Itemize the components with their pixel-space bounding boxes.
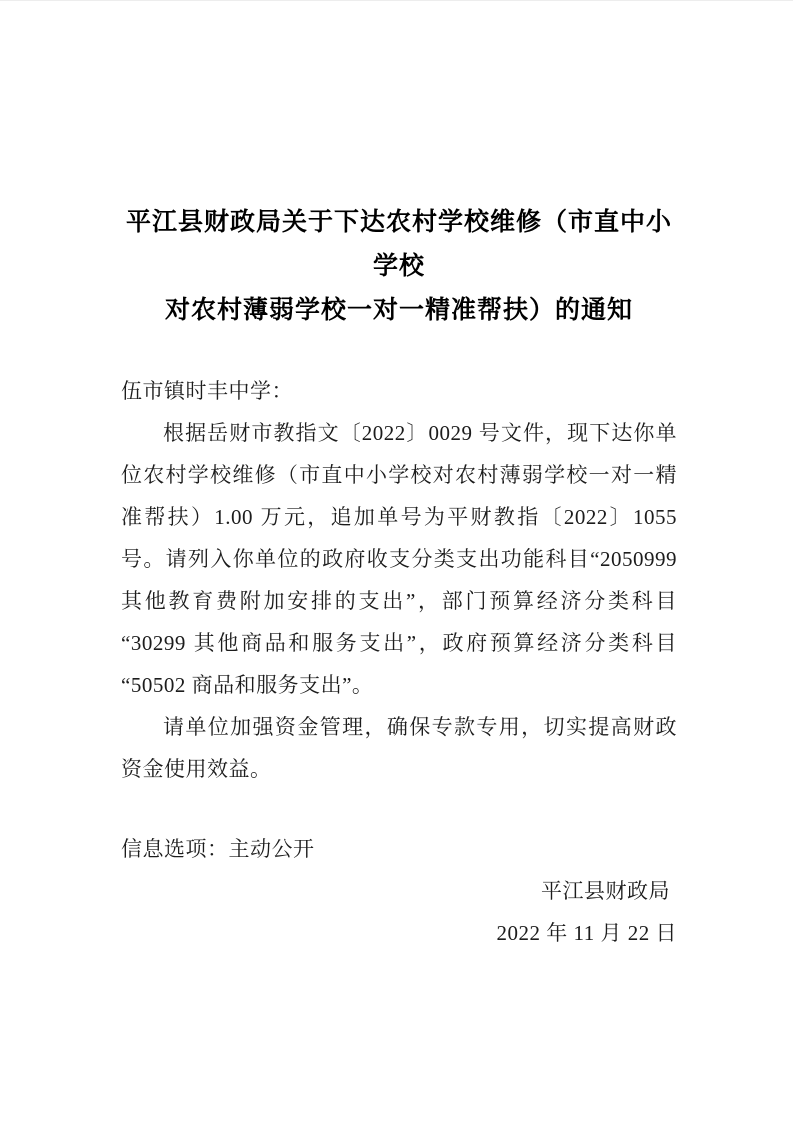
issue-date: 2022 年 11 月 22 日 <box>496 921 677 945</box>
issuer-name: 平江县财政局 <box>541 879 670 903</box>
info-disclosure-line: 信息选项：主动公开 <box>121 837 315 861</box>
body-paragraph-requirements: 请单位加强资金管理，确保专款专用，切实提高财政资金使用效益。 <box>121 715 677 781</box>
recipient-salutation: 伍市镇时丰中学： <box>121 379 293 403</box>
document-title-line-2: 对农村薄弱学校一对一精准帮扶）的通知 <box>164 296 633 324</box>
document-title <box>121 200 677 332</box>
body-paragraph-allocation: 根据岳财市教指文〔2022〕0029 号文件，现下达你单位农村学校维修（市直中小学校对农村薄弱学校一对一精准帮扶）1.00 万元，追加单号为平财教指〔2022〕1055 号。请列入你单位的政府收支分类支出功能科目“2050999 其他教育费附加安排的支出”，部门预算经济分类科目“30299 其他商品和服务支出”，政府预算经济分类科目“50502 商品和服务支出”。 <box>121 421 677 697</box>
document-title-line-1: 平江县财政局关于下达农村学校维修（市直中小学校 <box>125 208 672 280</box>
